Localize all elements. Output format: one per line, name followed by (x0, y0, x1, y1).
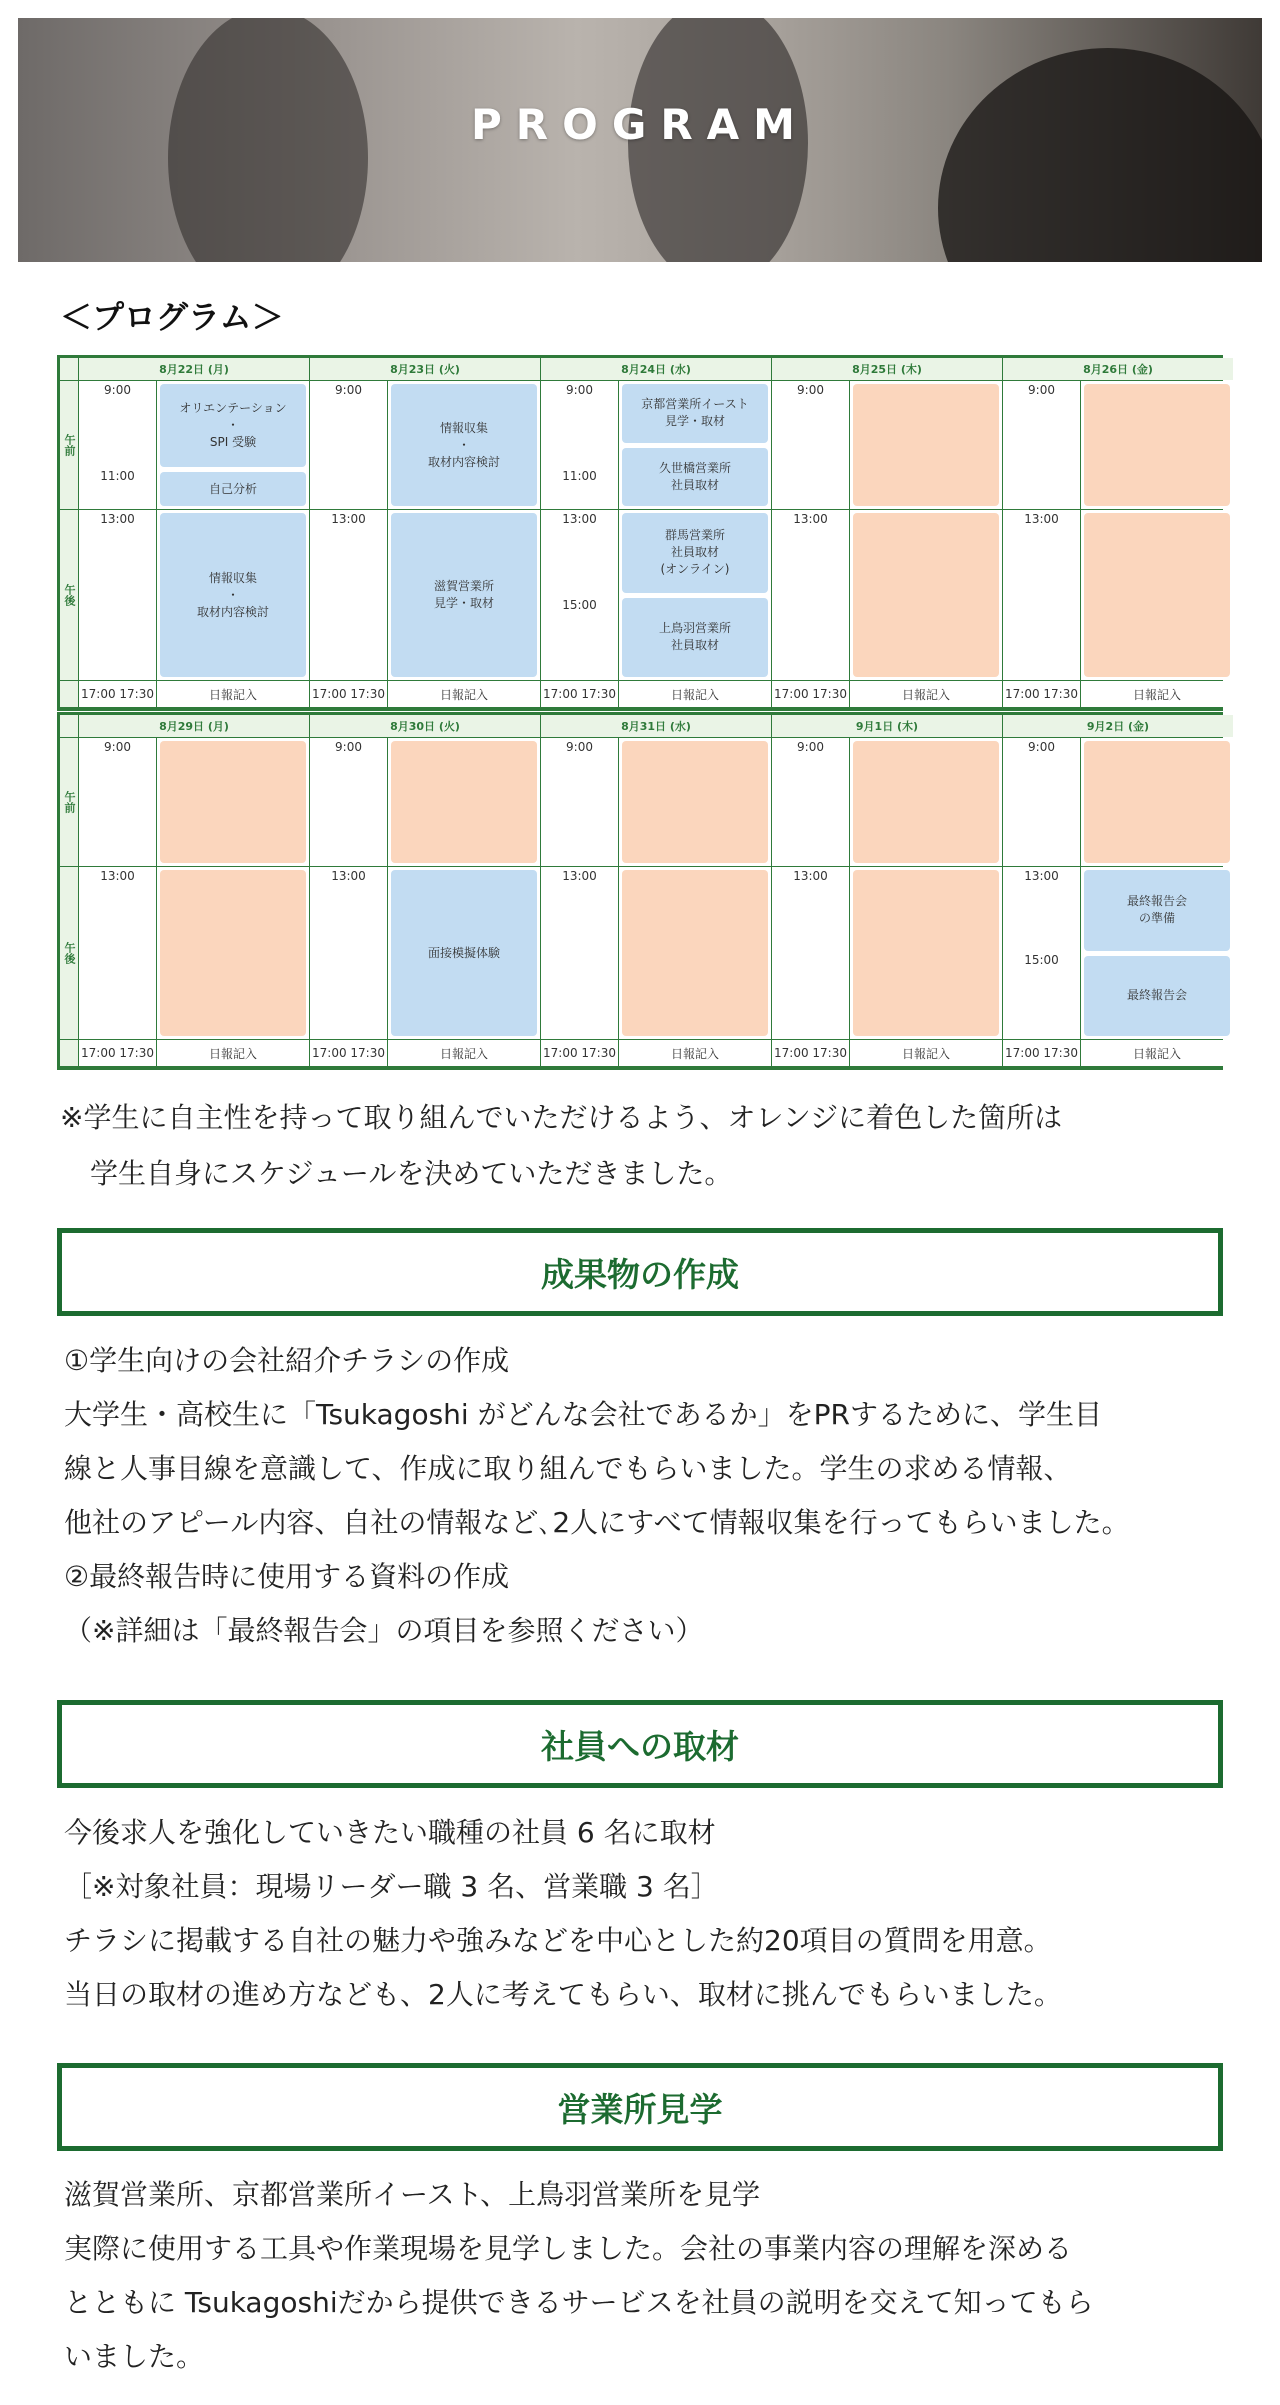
day-header: 8月26日 (金) (1003, 358, 1233, 380)
footer-label: 日報記入 (850, 681, 1002, 707)
hero-photo-person-right (938, 48, 1262, 262)
day-header: 8月23日 (火) (310, 358, 540, 380)
student-scheduled-block (622, 870, 768, 1036)
student-scheduled-block (1084, 513, 1230, 677)
schedule-corner (60, 715, 78, 737)
activity-block (160, 384, 306, 467)
activity-cell (388, 510, 540, 680)
note-line-2: 学生自身にスケジュールを決めていただきました。 (90, 1157, 733, 1190)
schedule-week-1 (57, 355, 1223, 711)
activity-cell (1081, 867, 1233, 1039)
time-label: 11:00 (100, 469, 135, 483)
activity-text-line: 久世橋営業所 (658, 460, 731, 475)
text-line: 実際に使用する工具や作業現場を見学しました。会社の事業内容の理解を深める (64, 2232, 1073, 2265)
time-label: 9:00 (566, 740, 593, 754)
time-label: 13:00 (562, 512, 597, 526)
day-header: 8月25日 (木) (772, 358, 1002, 380)
activity-text-line: 滋賀営業所 (433, 579, 494, 593)
activity-cell (157, 381, 309, 509)
activity-text-line: 取材内容検討 (196, 604, 269, 619)
activity-cell (1081, 510, 1233, 680)
footer-time: 17:00 17:30 (1003, 1040, 1080, 1066)
text-line: 他社のアピール内容、自社の情報など､2人にすべて情報収集を行ってもらいました。 (64, 1506, 1130, 1539)
footer-label: 日報記入 (157, 681, 309, 707)
text-line: ②最終報告時に使用する資料の作成 (64, 1560, 510, 1593)
section-heading-interviews: 社員への取材 (57, 1700, 1223, 1788)
footer-label: 日報記入 (1081, 1040, 1233, 1066)
footer-label: 日報記入 (388, 1040, 540, 1066)
student-scheduled-block (853, 741, 999, 863)
activity-text-line: 見学・取材 (433, 596, 494, 610)
section-body-office-tour (64, 2168, 1234, 2384)
schedule-week-2 (57, 712, 1223, 1070)
time-label: 9:00 (797, 740, 824, 754)
time-cell (310, 738, 387, 866)
activity-text-line: ・ (226, 418, 239, 432)
time-cell (1003, 867, 1080, 1039)
activity-text-line: 最終報告会 (1126, 894, 1187, 909)
activity-block (1084, 956, 1230, 1037)
activity-text-line: 情報収集 (439, 420, 488, 435)
student-scheduled-block (160, 741, 306, 863)
activity-text-line: 社員取材 (670, 477, 719, 492)
activity-text-line: 取材内容検討 (427, 454, 500, 469)
activity-cell (157, 867, 309, 1039)
day-header: 9月1日 (木) (772, 715, 1002, 737)
footer-label: 日報記入 (1081, 681, 1233, 707)
schedule-corner (60, 1040, 78, 1066)
footer-time: 17:00 17:30 (541, 1040, 618, 1066)
activity-cell (619, 381, 771, 509)
time-label: 9:00 (1028, 383, 1055, 397)
student-scheduled-block (391, 741, 537, 863)
time-cell (541, 867, 618, 1039)
activity-cell (619, 510, 771, 680)
student-scheduled-block (853, 870, 999, 1036)
day-header: 8月24日 (水) (541, 358, 771, 380)
footer-time: 17:00 17:30 (541, 681, 618, 707)
footer-label: 日報記入 (850, 1040, 1002, 1066)
text-line: （※詳細は「最終報告会」の項目を参照ください） (64, 1614, 704, 1647)
time-label: 15:00 (1024, 953, 1059, 967)
time-label: 13:00 (562, 869, 597, 883)
day-header: 8月22日 (月) (79, 358, 309, 380)
student-scheduled-block (853, 513, 999, 677)
time-cell (772, 867, 849, 1039)
footer-time: 17:00 17:30 (772, 1040, 849, 1066)
program-heading: ＜プログラム＞ (60, 298, 284, 336)
activity-cell (850, 510, 1002, 680)
activity-cell (388, 867, 540, 1039)
time-label: 9:00 (1028, 740, 1055, 754)
schedule-corner (60, 681, 78, 707)
activity-cell (850, 381, 1002, 509)
time-cell (541, 738, 618, 866)
activity-text-line: 情報収集 (208, 570, 257, 585)
text-line: 大学生・高校生に「Tsukagoshi がどんな会社であるか」をPRするために、学生目 (64, 1398, 1102, 1431)
activity-text-line: 自己分析 (208, 481, 257, 496)
time-cell (310, 510, 387, 680)
activity-cell (850, 867, 1002, 1039)
day-header: 8月31日 (水) (541, 715, 771, 737)
time-label: 9:00 (335, 383, 362, 397)
time-cell (310, 867, 387, 1039)
activity-block (622, 384, 768, 443)
student-scheduled-block (622, 741, 768, 863)
activity-text-line: 見学・取材 (664, 414, 725, 429)
am-label: 午前 (60, 381, 78, 509)
time-cell (772, 738, 849, 866)
text-line: チラシに掲載する自社の魅力や強みなどを中心とした約20項目の質問を用意。 (64, 1924, 1052, 1957)
text-line: ①学生向けの会社紹介チラシの作成 (64, 1344, 510, 1377)
schedule-corner (60, 358, 78, 380)
student-scheduled-block (1084, 741, 1230, 863)
activity-block (1084, 870, 1230, 951)
hero-banner (18, 18, 1262, 262)
activity-text-line: 京都営業所イースト (641, 397, 749, 412)
activity-cell (1081, 738, 1233, 866)
time-cell (310, 381, 387, 509)
time-label: 13:00 (793, 512, 828, 526)
activity-block (622, 448, 768, 507)
activity-block (160, 513, 306, 677)
activity-cell (619, 738, 771, 866)
time-label: 9:00 (104, 740, 131, 754)
am-label: 午前 (60, 738, 78, 866)
pm-label: 午後 (60, 867, 78, 1039)
text-line: 滋賀営業所、京都営業所イースト、上鳥羽営業所を見学 (64, 2178, 761, 2211)
footer-time: 17:00 17:30 (79, 681, 156, 707)
footer-time: 17:00 17:30 (310, 1040, 387, 1066)
student-scheduled-block (853, 384, 999, 506)
time-cell (541, 381, 618, 509)
footer-label: 日報記入 (619, 681, 771, 707)
activity-cell (157, 738, 309, 866)
text-line: ［※対象社員：現場リーダー職 3 名、営業職 3 名］ (64, 1870, 719, 1903)
time-label: 13:00 (100, 869, 135, 883)
activity-block (391, 513, 537, 677)
activity-text-line: の準備 (1138, 911, 1175, 926)
activity-block (391, 870, 537, 1036)
time-cell (1003, 510, 1080, 680)
student-scheduled-block (1084, 384, 1230, 506)
activity-text-line: (オンライン) (660, 562, 730, 577)
activity-text-line: SPI 受験 (209, 435, 257, 449)
time-label: 13:00 (793, 869, 828, 883)
text-line: いました。 (64, 2340, 205, 2373)
time-cell (772, 381, 849, 509)
footer-time: 17:00 17:30 (772, 681, 849, 707)
activity-block (622, 598, 768, 678)
activity-text-line: ・ (457, 437, 470, 452)
time-cell (1003, 381, 1080, 509)
text-line: 当日の取材の進め方なども、2人に考えてもらい、取材に挑んでもらいました。 (64, 1978, 1062, 2011)
activity-text-line: 社員取材 (670, 545, 719, 560)
day-header: 8月30日 (火) (310, 715, 540, 737)
section-body-interviews (64, 1806, 1234, 2022)
time-label: 9:00 (797, 383, 824, 397)
time-cell (79, 510, 156, 680)
activity-text-line: 社員取材 (670, 638, 719, 653)
time-label: 11:00 (562, 469, 597, 483)
time-cell (772, 510, 849, 680)
time-label: 15:00 (562, 598, 597, 612)
time-cell (79, 381, 156, 509)
time-label: 13:00 (1024, 869, 1059, 883)
text-line: 線と人事目線を意識して、作成に取り組んでもらいました。学生の求める情報、 (64, 1452, 1072, 1485)
time-label: 9:00 (335, 740, 362, 754)
activity-text-line: 最終報告会 (1126, 988, 1187, 1003)
activity-cell (388, 738, 540, 866)
activity-cell (157, 510, 309, 680)
footer-label: 日報記入 (619, 1040, 771, 1066)
pm-label: 午後 (60, 510, 78, 680)
activity-block (622, 513, 768, 593)
time-cell (79, 738, 156, 866)
time-label: 13:00 (1024, 512, 1059, 526)
section-heading-deliverables: 成果物の作成 (57, 1228, 1223, 1316)
time-cell (1003, 738, 1080, 866)
time-label: 9:00 (566, 383, 593, 397)
activity-text-line: 群馬営業所 (664, 528, 725, 543)
text-line: とともに Tsukagoshiだから提供できるサービスを社員の説明を交えて知ってもら (64, 2286, 1094, 2319)
time-label: 13:00 (100, 512, 135, 526)
activity-cell (850, 738, 1002, 866)
footer-time: 17:00 17:30 (1003, 681, 1080, 707)
activity-block (391, 384, 537, 506)
hero-title: PROGRAM (471, 100, 809, 149)
footer-time: 17:00 17:30 (79, 1040, 156, 1066)
footer-time: 17:00 17:30 (310, 681, 387, 707)
activity-cell (1081, 381, 1233, 509)
footer-label: 日報記入 (157, 1040, 309, 1066)
text-line: 今後求人を強化していきたい職種の社員 6 名に取材 (64, 1816, 716, 1849)
time-cell (541, 510, 618, 680)
activity-text-line: 上鳥羽営業所 (658, 621, 731, 636)
time-label: 13:00 (331, 869, 366, 883)
student-scheduled-block (160, 870, 306, 1036)
activity-text-line: ・ (226, 587, 239, 602)
time-label: 9:00 (104, 383, 131, 397)
activity-block (160, 472, 306, 506)
activity-cell (619, 867, 771, 1039)
footer-label: 日報記入 (388, 681, 540, 707)
activity-text-line: 面接模擬体験 (427, 945, 500, 960)
activity-cell (388, 381, 540, 509)
note-line-1: ※学生に自主性を持って取り組んでいただけるよう、オレンジに着色した箇所は (60, 1101, 1063, 1134)
day-header: 8月29日 (月) (79, 715, 309, 737)
time-label: 13:00 (331, 512, 366, 526)
schedule-note (60, 1090, 1230, 1202)
section-heading-office-tour: 営業所見学 (57, 2063, 1223, 2151)
day-header: 9月2日 (金) (1003, 715, 1233, 737)
section-body-deliverables (64, 1334, 1234, 1658)
activity-text-line: オリエンテーション (179, 401, 287, 415)
time-cell (79, 867, 156, 1039)
